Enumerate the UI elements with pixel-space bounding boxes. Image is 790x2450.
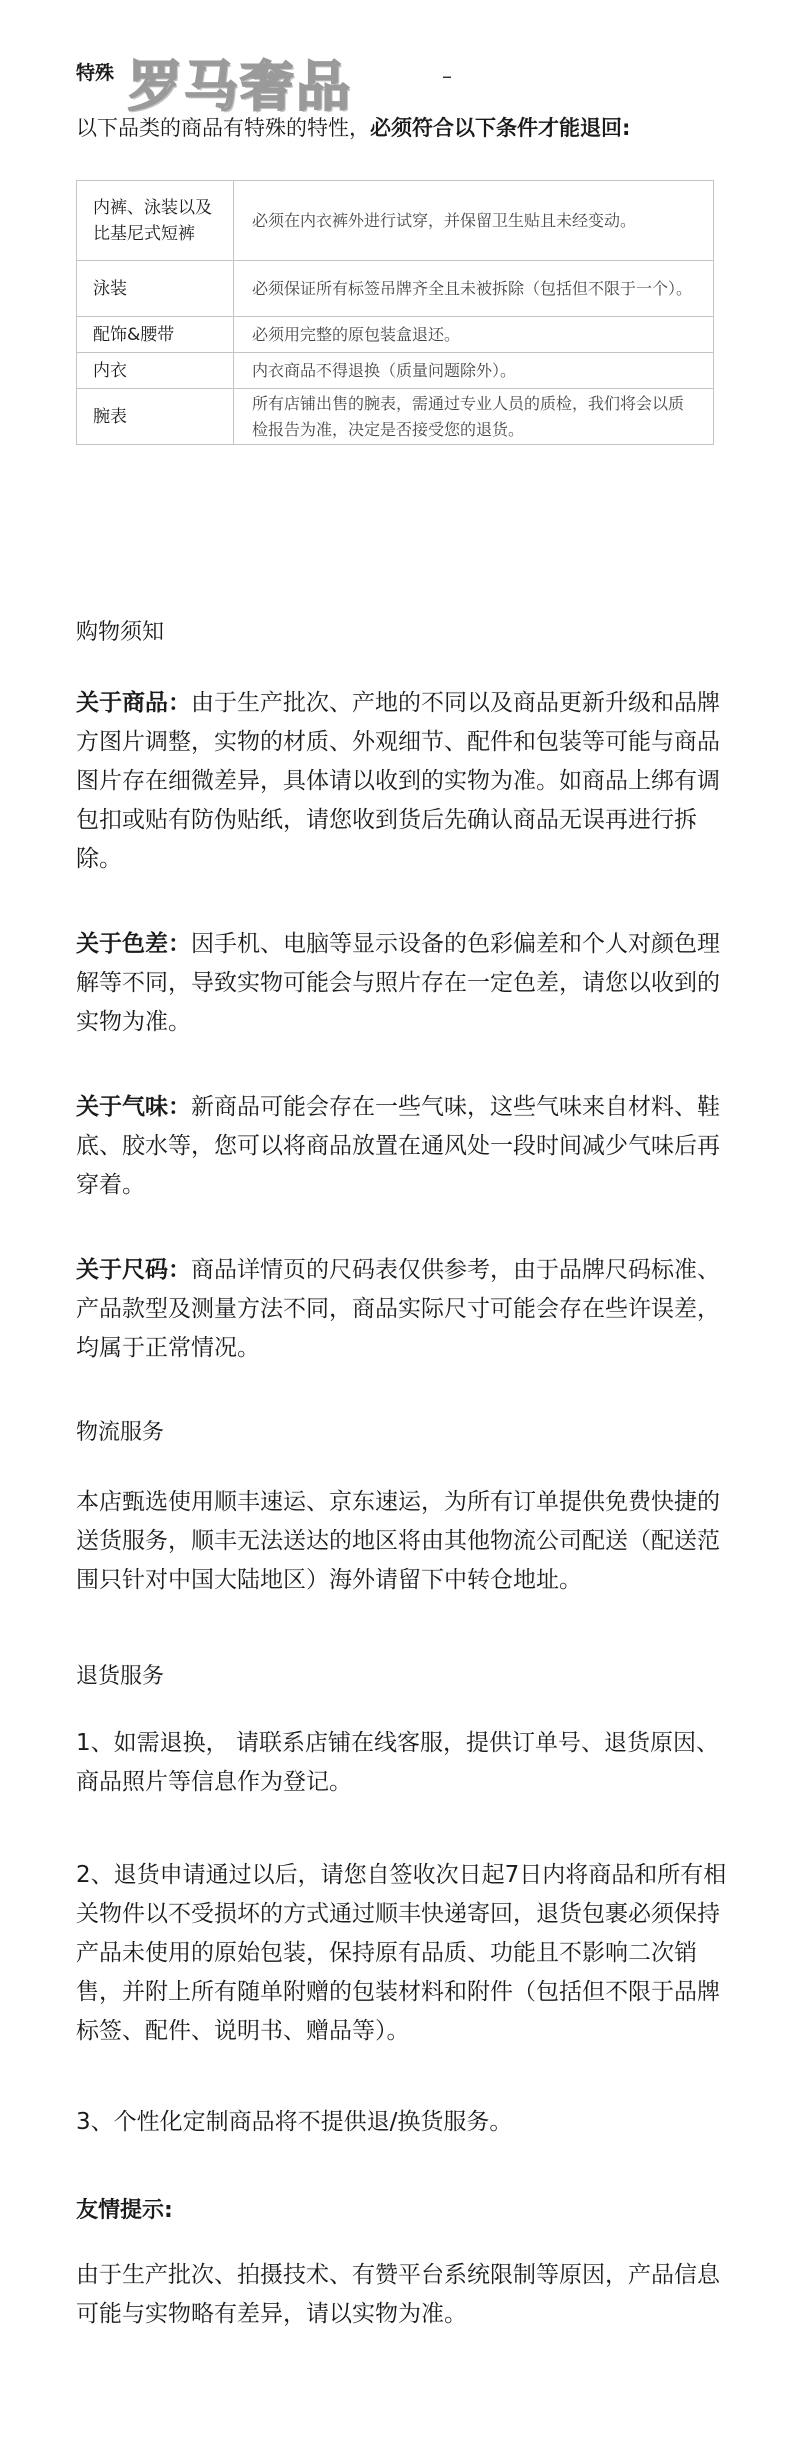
notice-item: 关于商品：由于生产批次、产地的不同以及商品更新升级和品牌方图片调整，实物的材质、外观细节、配件和包装等可能与商品图片存在细微差异，具体请以收到的实物为准。如商品上绑有调包扣或贴有防伪贴纸，请您收到货后先确认商品无误再进行拆除。	[76, 690, 720, 872]
header-dash: –	[442, 64, 452, 88]
tips-title: 友情提示:	[76, 2198, 173, 2223]
condition-cell: 必须保证所有标签吊牌齐全且未被拆除（包括但不限于一个）。	[234, 261, 714, 317]
condition-cell: 内衣商品不得退换（质量问题除外）。	[234, 353, 714, 389]
returns-title: 退货服务	[76, 1664, 165, 1689]
notice-item: 关于尺码：商品详情页的尺码表仅供参考，由于品牌尺码标准、产品款型及测量方法不同，商品实际尺寸可能会存在些许误差，均属于正常情况。	[76, 1257, 720, 1361]
returns-item: 3、个性化定制商品将不提供退/换货服务。	[76, 2109, 513, 2135]
table-row	[77, 353, 714, 389]
tips-text: 由于生产批次、拍摄技术、有赞平台系统限制等原因，产品信息可能与实物略有差异，请以实物为准。	[76, 2262, 720, 2327]
returns-item: 1、如需退换， 请联系店铺在线客服，提供订单号、退货原因、商品照片等信息作为登记。	[76, 1730, 719, 1795]
special-items-table	[76, 180, 714, 445]
shopping-notice-title: 购物须知	[76, 620, 165, 645]
condition-cell: 必须在内衣裤外进行试穿，并保留卫生贴且未经变动。	[234, 181, 714, 261]
table-row	[77, 389, 714, 445]
table-row	[77, 261, 714, 317]
category-cell: 泳装	[77, 261, 234, 317]
table-row	[77, 317, 714, 353]
table-row	[77, 181, 714, 261]
watermark-logo: 罗马奢品	[128, 55, 352, 118]
logistics-text: 本店甄选使用顺丰速运、京东速运，为所有订单提供免费快捷的送货服务，顺丰无法送达的地区将由其他物流公司配送（配送范围只针对中国大陆地区）海外请留下中转仓地址。	[76, 1489, 720, 1593]
condition-cell: 所有店铺出售的腕表，需通过专业人员的质检，我们将会以质检报告为准，决定是否接受您的退货。	[234, 389, 714, 445]
notice-item: 关于气味：新商品可能会存在一些气味，这些气味来自材料、鞋底、胶水等，您可以将商品放置在通风处一段时间减少气味后再穿着。	[76, 1094, 720, 1198]
category-cell: 内裤、泳装以及比基尼式短裤	[77, 181, 234, 261]
category-cell: 配饰&腰带	[77, 317, 234, 353]
category-cell: 内衣	[77, 353, 234, 389]
logistics-title: 物流服务	[76, 1420, 165, 1445]
returns-item: 2、退货申请通过以后，请您自签收次日起7日内将商品和所有相关物件以不受损坏的方式通过顺丰快递寄回，退货包裹必须保持产品未使用的原始包装，保持原有品质、功能且不影响二次销售，并附上所有随单附赠的包装材料和附件（包括但不限于品牌标签、配件、说明书、赠品等）。	[76, 1862, 727, 2044]
notice-item: 关于色差：因手机、电脑等显示设备的色彩偏差和个人对颜色理解等不同，导致实物可能会与照片存在一定色差，请您以收到的实物为准。	[76, 931, 720, 1035]
category-cell: 腕表	[77, 389, 234, 445]
special-items-intro: 以下品类的商品有特殊的特性，必须符合以下条件才能退回:	[76, 116, 631, 140]
condition-cell: 必须用完整的原包装盒退还。	[234, 317, 714, 353]
section-title-special: 特殊	[76, 62, 115, 84]
